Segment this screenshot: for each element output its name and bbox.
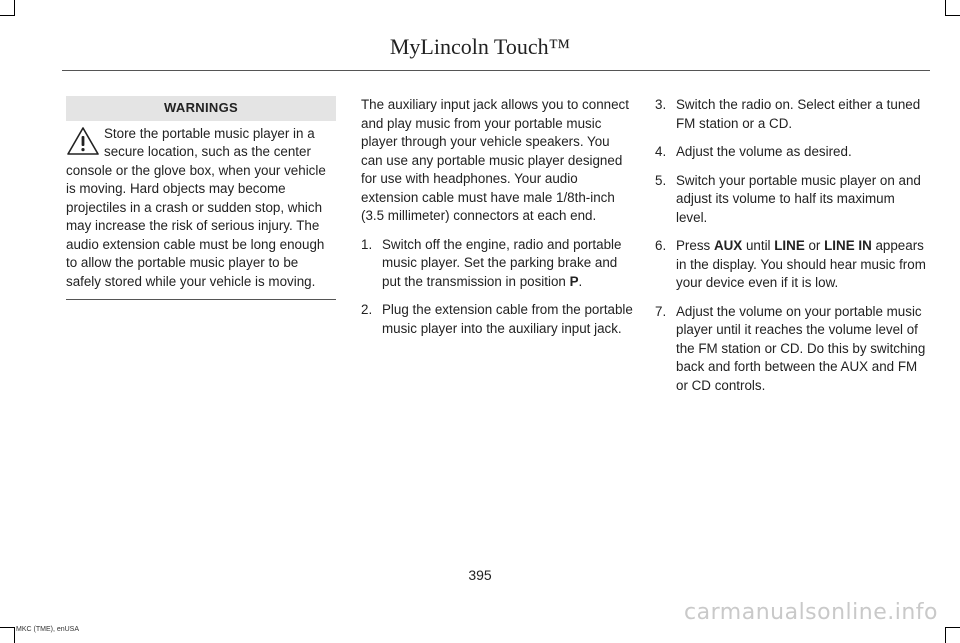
list-item [361, 236, 633, 292]
step-number: 7. [655, 303, 667, 319]
step-bold-aux: AUX [713, 238, 743, 253]
page-number: 395 [468, 567, 492, 583]
crop-mark [0, 15, 15, 16]
step-number: 3. [655, 97, 667, 112]
list-item [655, 96, 927, 133]
list-item [655, 237, 927, 293]
step-text: Adjust the volume on your portable music player until it reaches the volume level of the FM station or CD. Do this by switching back and forth between the AUX and FM or CD controls. [676, 303, 926, 393]
step-number: 1. [361, 236, 373, 252]
crop-mark [14, 0, 15, 16]
list-item [361, 301, 633, 338]
middle-column [361, 96, 633, 348]
step-bold-line-in: LINE IN [824, 238, 872, 253]
watermark: carmanualsonline.info [684, 600, 938, 625]
warnings-body [66, 125, 336, 292]
step-text: Adjust the volume as desired. [676, 144, 852, 159]
right-column [655, 96, 927, 405]
step-text-mid: or [804, 238, 825, 253]
crop-mark [945, 0, 946, 16]
step-number: 6. [655, 238, 667, 253]
step-bold-line: LINE [774, 238, 805, 253]
warning-triangle-icon [66, 126, 100, 156]
crop-mark [945, 627, 946, 643]
warnings-heading: WARNINGS [66, 96, 336, 121]
step-bold: P [569, 273, 579, 289]
step-number: 5. [655, 172, 667, 188]
footer-label: MKC (TME), enUSA [16, 626, 80, 633]
crop-mark [945, 627, 960, 628]
steps-list-part2 [655, 96, 927, 395]
crop-mark [945, 15, 960, 16]
step-number: 4. [655, 144, 667, 159]
crop-mark [14, 627, 15, 643]
intro-paragraph: The auxiliary input jack allows you to connect and play music from your portable music player through your vehicle speakers. You can use any portable music player designed for use with headphones. Your audio extension cable must have male 1/8th-inch (3.5 millimeter) connectors at each end. [361, 97, 629, 223]
crop-mark [0, 627, 15, 628]
step-text-mid: until [742, 238, 775, 253]
header-divider [62, 70, 930, 71]
step-number: 2. [361, 302, 373, 317]
step-text: Switch the radio on. Select either a tuned FM station or a CD. [676, 97, 921, 131]
warnings-divider [66, 299, 336, 300]
step-text: Switch your portable music player on and adjust its volume to half its maximum level. [676, 172, 921, 225]
step-text: Plug the extension cable from the portable music player into the auxiliary input jack. [382, 302, 633, 336]
step-text-pre: Press [676, 238, 714, 253]
steps-list-part1 [361, 236, 633, 339]
warnings-column [66, 96, 336, 300]
step-text-post: appears in the display. You should hear music from your device even if it is low. [676, 238, 926, 290]
warnings-text: Store the portable music player in a secure location, such as the center console or the glove box, when your vehicle is moving. Hard objects may become projectiles in a crash or sudden stop, which may increase the risk of serious injury. The audio extension cable must be long enough to allow the portable music player to be safely stored while your vehicle is moving. [66, 125, 326, 289]
step-text: Switch off the engine, radio and portable music player. Set the parking brake and put the transmission in position [382, 236, 622, 289]
list-item [655, 172, 927, 228]
list-item [655, 143, 927, 162]
list-item [655, 303, 927, 396]
step-tail: . [578, 273, 583, 289]
page-header-title: MyLincoln Touch™ [389, 34, 571, 59]
